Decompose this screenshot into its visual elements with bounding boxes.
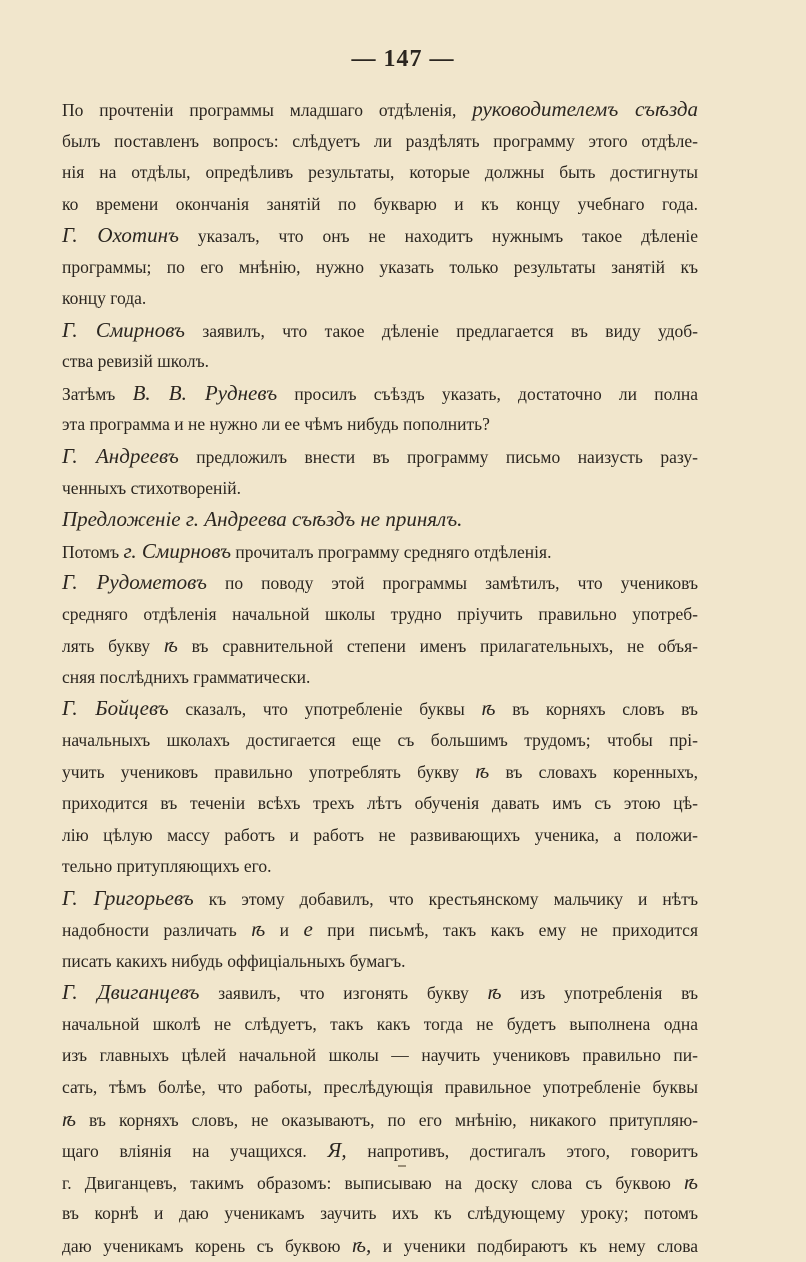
text-line bbox=[62, 315, 698, 347]
text-line bbox=[62, 157, 698, 189]
text-line bbox=[62, 567, 698, 599]
text-line bbox=[62, 1135, 698, 1167]
italic-name: Г. Григорьевъ bbox=[62, 885, 194, 910]
text-run: предложилъ внести въ программу письмо наизусть разу- bbox=[178, 447, 699, 468]
text-run: ченныхъ стихотвореній. bbox=[62, 477, 241, 498]
text-line bbox=[62, 1230, 698, 1262]
text-run: приходится въ теченіи всѣхъ трехъ лѣтъ обученія давать имъ съ этою цѣ- bbox=[62, 793, 698, 814]
text-run: сать, тѣмъ болѣе, что работы, преслѣдующія правильное употребленіе буквы bbox=[62, 1076, 698, 1097]
text-line bbox=[62, 252, 698, 284]
italic-name: ѣ bbox=[62, 1106, 77, 1131]
text-line bbox=[62, 788, 698, 820]
text-line bbox=[62, 851, 698, 883]
text-run: заявилъ, что изгонять букву bbox=[199, 983, 488, 1004]
text-run: программы; по его мнѣнію, нужно указать только результаты занятій къ bbox=[62, 256, 698, 277]
text-run: былъ поставленъ вопросъ: слѣдуетъ ли раздѣлять программу этого отдѣле- bbox=[62, 130, 698, 151]
text-line bbox=[62, 977, 698, 1009]
text-run: просилъ съѣздъ указать, достаточно ли полна bbox=[277, 383, 698, 404]
page-mark bbox=[398, 1165, 406, 1167]
italic-name: Г. Андреевъ bbox=[62, 444, 179, 469]
italic-name: ѣ bbox=[683, 1169, 698, 1194]
text-line bbox=[62, 536, 698, 568]
text-line bbox=[62, 126, 698, 158]
page-number: — 147 — bbox=[351, 46, 455, 72]
text-line bbox=[62, 94, 698, 126]
text-line bbox=[62, 189, 698, 221]
text-line bbox=[62, 946, 698, 978]
italic-name: Г. Охотинъ bbox=[62, 223, 179, 248]
italic-name: Г. Двиганцевъ bbox=[62, 980, 200, 1005]
text-line bbox=[62, 473, 698, 505]
text-line bbox=[62, 725, 698, 757]
text-line bbox=[62, 1198, 698, 1230]
italic-name: ѣ bbox=[475, 759, 490, 784]
text-run: средняго отдѣленія начальной школы трудно пріучить правильно употреб- bbox=[62, 603, 698, 624]
italic-name: Г. Рудометовъ bbox=[62, 570, 207, 595]
text-run: въ корняхъ словъ, не оказываютъ, по его мнѣнію, никакого притупляю- bbox=[76, 1109, 698, 1130]
text-run: въ корняхъ словъ въ bbox=[495, 699, 698, 720]
text-run: надобности различать bbox=[62, 920, 252, 941]
text-line bbox=[62, 914, 698, 946]
text-line bbox=[62, 504, 698, 536]
italic-name: Я, bbox=[327, 1138, 347, 1163]
text-line bbox=[62, 220, 698, 252]
italic-name: ѣ bbox=[487, 980, 502, 1005]
text-line bbox=[62, 820, 698, 852]
text-line bbox=[62, 346, 698, 378]
text-run: прочиталъ программу средняго отдѣленія. bbox=[230, 541, 552, 562]
text-run: щаго вліянія на учащихся. bbox=[62, 1141, 328, 1162]
text-run: сказалъ, что употребленіе буквы bbox=[168, 699, 482, 720]
text-line bbox=[62, 599, 698, 631]
text-run: заявилъ, что такое дѣленіе предлагается въ виду удоб- bbox=[184, 320, 699, 341]
text-run: даю ученикамъ корень съ буквою bbox=[62, 1235, 352, 1256]
text-run: нія на отдѣлы, опредѣливъ результаты, которые должны быть достигнуты bbox=[62, 162, 698, 183]
text-run: и bbox=[265, 920, 304, 941]
text-run: въ сравнительной степени именъ прилагательныхъ, не объя- bbox=[177, 636, 698, 657]
text-line bbox=[62, 1040, 698, 1072]
text-line bbox=[62, 756, 698, 788]
italic-name: ѣ, bbox=[351, 1232, 372, 1257]
text-line bbox=[62, 662, 698, 694]
italic-name: е bbox=[303, 917, 313, 942]
text-run: г. Двиганцевъ, такимъ образомъ: выписываю на доску слова съ буквою bbox=[62, 1172, 684, 1193]
text-line bbox=[62, 1104, 698, 1136]
italic-name: Г. Бойцевъ bbox=[62, 696, 169, 721]
text-line bbox=[62, 1009, 698, 1041]
italic-name: ѣ bbox=[251, 917, 266, 942]
text-line bbox=[62, 1072, 698, 1104]
text-run: и ученики подбираютъ къ нему слова bbox=[371, 1235, 698, 1256]
text-run: тельно притупляющихъ его. bbox=[62, 856, 272, 877]
text-line bbox=[62, 378, 698, 410]
text-line bbox=[62, 409, 698, 441]
text-line bbox=[62, 441, 698, 473]
italic-name: руководителемъ съѣзда bbox=[472, 97, 698, 121]
text-run: лять букву bbox=[62, 636, 164, 657]
text-run: къ этому добавилъ, что крестьянскому мальчику и нѣтъ bbox=[193, 888, 698, 909]
text-run: изъ употребленія въ bbox=[501, 983, 698, 1004]
text-run: Затѣмъ bbox=[62, 383, 133, 404]
text-run: при письмѣ, такъ какъ ему не приходится bbox=[312, 920, 698, 941]
text-run: указалъ, что онъ не находитъ нужнымъ такое дѣленіе bbox=[178, 226, 698, 247]
italic-name: В. В. Рудневъ bbox=[132, 380, 278, 405]
text-run: сняя послѣднихъ грамматически. bbox=[62, 666, 311, 687]
italic-name: Г. Смирновъ bbox=[62, 317, 185, 342]
italic-name: ѣ bbox=[481, 696, 496, 721]
text-run: Потомъ bbox=[62, 541, 124, 562]
text-run: напротивъ, достигалъ этого, говоритъ bbox=[346, 1141, 698, 1162]
text-run: изъ главныхъ цѣлей начальной школы — научить учениковъ правильно пи- bbox=[62, 1045, 698, 1066]
text-line bbox=[62, 883, 698, 915]
text-run: писать какихъ нибудь оффиціальныхъ бумагъ. bbox=[62, 950, 406, 971]
text-run: концу года. bbox=[62, 288, 147, 309]
text-line bbox=[62, 283, 698, 315]
text-line bbox=[62, 693, 698, 725]
text-run: въ корнѣ и даю ученикамъ заучить ихъ къ слѣдующему уроку; потомъ bbox=[62, 1203, 698, 1224]
italic-name: ѣ bbox=[163, 633, 178, 658]
text-run: ства ревизій школъ. bbox=[62, 351, 210, 372]
text-line bbox=[62, 630, 698, 662]
text-run: эта программа и не нужно ли ее чѣмъ нибудь пополнить? bbox=[62, 414, 490, 435]
text-run: начальныхъ школахъ достигается еще съ большимъ трудомъ; чтобы прі- bbox=[62, 729, 698, 750]
text-run: лію цѣлую массу работъ и работъ не развивающихъ ученика, а положи- bbox=[62, 824, 698, 845]
text-run: ко времени окончанія занятій по букварю и къ концу учебнаго года. bbox=[62, 193, 698, 214]
text-run: начальной школѣ не слѣдуетъ, такъ какъ тогда не будетъ выполнена одна bbox=[62, 1013, 698, 1034]
text-run: учить учениковъ правильно употреблять букву bbox=[62, 762, 476, 783]
italic-name: Предложеніе г. Андреева съѣздъ не принялъ. bbox=[62, 507, 463, 532]
body-text bbox=[62, 94, 698, 1261]
italic-name: г. Смирновъ bbox=[123, 538, 231, 563]
text-line bbox=[62, 1167, 698, 1199]
text-run: въ словахъ коренныхъ, bbox=[489, 762, 698, 783]
text-run: По прочтеніи программы младшаго отдѣленія, bbox=[62, 100, 473, 120]
text-run: по поводу этой программы замѣтилъ, что учениковъ bbox=[206, 573, 698, 594]
